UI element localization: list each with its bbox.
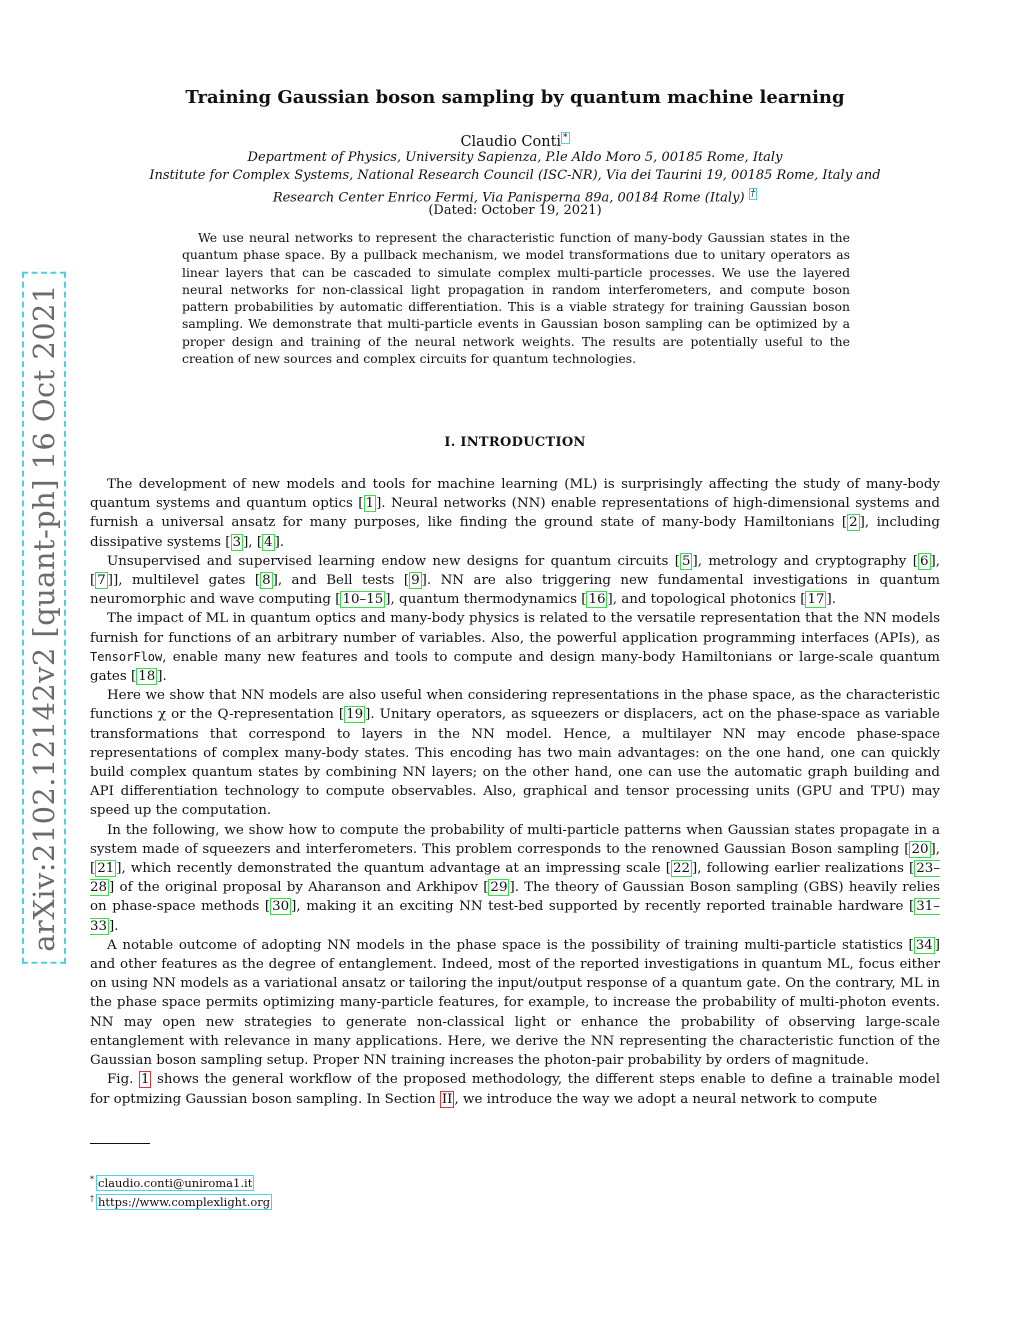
citation-link[interactable]: 8: [262, 573, 271, 589]
paragraph-text: , quantum thermodynamics: [390, 592, 582, 608]
paragraph-text: .: [831, 592, 836, 608]
code-term: TensorFlow: [90, 649, 163, 664]
paragraph-text: , and Bell tests: [277, 573, 404, 589]
citation-link[interactable]: 3: [232, 534, 242, 550]
affiliation-2-line-a: Institute for Complex Systems, National Research Council (ISC-NR), Via dei Taurini 19, 00185 Rome, Italy and: [149, 168, 881, 183]
paragraph-text: , making it an exciting NN test-bed supported by recently reported trainable hardware: [296, 899, 910, 915]
paragraph-text: , metrology and cryptography: [697, 553, 913, 569]
paragraph-text: ,: [248, 534, 257, 550]
citation-link[interactable]: 2: [849, 515, 858, 531]
paragraph: The development of new models and tools for machine learning (ML) is surprisingly affecting the study of many-body quantum systems and quantum optics [ 1 ]. Neural networks (NN) enable representations of high-dimensional systems and furnish a universal ansatz for many purposes, like finding the ground state of many-body Hamiltonians [ 2 ], including dissipative systems [ 3 ], [ 4 ].: [90, 477, 941, 550]
website-link[interactable]: https://www.complexlight.org: [98, 1194, 271, 1209]
paragraph-text: A notable outcome of adopting NN models in the phase space is the possibility of training multi-particle statistics: [107, 937, 909, 953]
paragraph: In the following, we show how to compute the probability of multi-particle patterns when Gaussian states propagate in a system made of squeezers and interferometers. This problem corresponds to the renowned Gaussian Boson sampling [ 20 ], [ 21 ], which recently demonstrated the quantum advantage at an impressing scale [ 22 ], following earlier realizations [ 23–28 ] of the original proposal by Aharanson and Arkhipov [ 29 ]. The theory of Gaussian Boson sampling (GBS) heavily relies on phase-space methods [ 30 ], making it an exciting NN test-bed supported by recently reported trainable hardware [ 31–33 ].: [90, 822, 941, 934]
cross-reference-link[interactable]: 1: [140, 1072, 150, 1088]
citation-link[interactable]: 34: [915, 937, 933, 953]
citation-link[interactable]: 21: [97, 861, 115, 877]
introduction-body: [90, 475, 940, 1109]
citation-link[interactable]: 17: [807, 592, 825, 608]
paragraph-text: In the following, we show how to compute the probability of multi-particle patterns when Gaussian states propagate in a system made of squeezers and interferometers. This problem corresponds to the renowned Gaussian Boson sampling: [90, 822, 940, 857]
footnote-mark: *: [90, 1175, 94, 1184]
paragraph: [90, 1070, 940, 1108]
arxiv-identifier-stamp[interactable]: arXiv:2102.12142v2 [quant-ph] 16 Oct 2021: [22, 272, 66, 964]
citation-link[interactable]: 31–33: [90, 899, 940, 934]
paragraph-text: .: [279, 534, 285, 550]
paragraph-text: . The theory of Gaussian Boson sampling (GBS) heavily relies on phase-space methods: [90, 880, 940, 915]
paragraph-text: .: [162, 669, 167, 685]
footnote-mark: †: [90, 1193, 94, 1203]
abstract: [182, 229, 850, 367]
paragraph-text: , enable many new features and tools to compute and design many-body Hamiltonians or large-scale quantum gates: [90, 649, 940, 685]
citation-link[interactable]: 10–15: [342, 592, 384, 608]
affiliation-1: Department of Physics, University Sapienza, P.le Aldo Moro 5, 00185 Rome, Italy: [247, 150, 783, 165]
affiliation-footnote-mark[interactable]: †: [750, 189, 756, 199]
paragraph-text: ], multilevel gates: [113, 573, 255, 589]
paragraph-text: . Neural networks (NN) enable representations of high-dimensional systems and furnish a universal ansatz for many purposes, like finding the ground state of many-body Hamiltonians: [90, 496, 941, 531]
paragraph-text: The development of new models and tools for machine learning (ML) is surprisingly affecting the study of many-body quantum systems and quantum optics: [90, 477, 940, 512]
author-footnote-mark[interactable]: *: [563, 133, 568, 143]
paper-title: Training Gaussian boson sampling by quantum machine learning: [185, 87, 845, 108]
section-heading-introduction: I. INTRODUCTION: [444, 435, 586, 450]
paragraph-text: Fig.: [107, 1072, 139, 1088]
citation-link[interactable]: 20: [911, 841, 929, 857]
paragraph-text: . Unitary operators, as squeezers or displacers, act on the phase-space as variable transformations that correspond to layers in the NN model. Hence, a multilayer NN may encode phase-space representations of complex many-body states. This encoding has two main advantages: on the one hand, one can quickly build complex quantum states by combining NN layers; on the other hand, one can use the automatic graph building and API differentiation technology to compute observables. Also, graphical and tensor processing units (GPU and TPU) may speed up the computation.: [90, 707, 940, 819]
paragraph-text: Here we show that NN models are also useful when considering representations in the phase space, as the characteristic functions χ or the Q-representation: [90, 688, 940, 723]
paragraph: Unsupervised and supervised learning endow new designs for quantum circuits [ 5 ], metrology and cryptography [ 6 ], [ 7 ]], multilevel gates [ 8 ], and Bell tests [ 9 ]. NN are also triggering new fundamental investigations in quantum neuromorphic and wave computing [ 10–15 ], quantum thermodynamics [ 16 ], and topological photonics [ 17 ].: [90, 553, 940, 608]
citation-link[interactable]: 22: [672, 861, 690, 877]
footnotes: [90, 1172, 690, 1210]
citation-link[interactable]: 16: [588, 592, 606, 608]
citation-link[interactable]: 30: [272, 899, 290, 915]
paragraph: The impact of ML in quantum optics and many-body physics is related to the versatile representation that the NN models furnish for functions of an arbitrary number of variables. Also, the powerful application programming interfaces (APIs), as TensorFlow, enable many new features and tools to compute and design many-body Hamiltonians or large-scale quantum gates [ 18 ].: [90, 611, 940, 685]
author-name: Claudio Conti: [460, 133, 562, 150]
paragraph-text: ,: [935, 841, 940, 857]
paragraph-text: , we introduce the way we adopt a neural network to compute: [454, 1091, 878, 1107]
citation-link[interactable]: 9: [411, 573, 420, 589]
paragraph-text: shows the general workflow of the proposed methodology, the different steps enable to define a trainable model for optmizing Gaussian boson sampling. In Section: [90, 1072, 940, 1107]
paragraph-text: The impact of ML in quantum optics and many-body physics is related to the versatile representation that the NN models furnish for functions of an arbitrary number of variables. Also, the powerful application programming interfaces (APIs), as: [90, 611, 940, 646]
footnote-divider: [90, 1143, 150, 1144]
citation-link[interactable]: 4: [264, 534, 273, 550]
paragraph-text: of the original proposal by Aharanson and Arkhipov: [114, 880, 484, 896]
abstract-text: We use neural networks to represent the characteristic function of many-body Gaussian states in the quantum phase space. By a pullback mechanism, we model transformations due to unitary operators as linear layers that can be cascaded to simulate complex multi-particle processes. We use the layered neural networks for non-classical light propagation in random interferometers, and compute boson pattern probabilities by automatic differentiation. This is a viable strategy for training Gaussian boson sampling. We demonstrate that multi-particle events in Gaussian boson sampling can be optimized by a proper design and training of the neural network weights. The results are potentially useful to the creation of new sources and complex circuits for quantum technologies.: [182, 230, 850, 367]
citation-link[interactable]: 23–28: [90, 861, 941, 896]
paragraph-text: , following earlier realizations: [697, 861, 910, 877]
date-line: (Dated: October 19, 2021): [428, 203, 602, 218]
paragraph: A notable outcome of adopting NN models in the phase space is the possibility of training multi-particle statistics [ 34 ] and other features as the degree of entanglement. Indeed, most of the reported investigations in quantum ML, focus either on using NN models as a variational ansatz or tailoring the input/output response of a quantum gate. On the contrary, ML in the phase space permits optimizing many-particle features, for example, to increase the probability of multi-photon events. NN may open new strategies to generate non-classical light or enhance the probability of observing large-scale entanglement with relevance in many applications. Here, we derive the NN representing the characteristic function of the Gaussian boson sampling setup. Proper NN training increases the photon-pair probability by orders of magnitude.: [90, 937, 940, 1069]
paragraph-text: Unsupervised and supervised learning endow new designs for quantum circuits: [107, 553, 675, 569]
footnote-email: [90, 1172, 690, 1191]
citation-link[interactable]: 7: [97, 573, 106, 589]
paragraph-text: . NN are also triggering new fundamental investigations in quantum neuromorphic and wave computing: [90, 573, 940, 608]
paragraph-text: ,: [935, 553, 940, 569]
paragraph-text: , including dissipative systems: [90, 515, 940, 550]
footnote-website: [90, 1191, 690, 1210]
paragraph-text: .: [114, 918, 119, 934]
citation-link[interactable]: 1: [365, 496, 375, 512]
affiliation-2-line-b: Research Center Enrico Fermi, Via Panisperna 89a, 00184 Rome (Italy): [272, 190, 749, 206]
citation-link[interactable]: 18: [138, 669, 156, 685]
cross-reference-link[interactable]: II: [441, 1091, 453, 1107]
paragraph-text: , and topological photonics: [612, 592, 801, 608]
citation-link[interactable]: 29: [490, 880, 508, 896]
citation-link[interactable]: 6: [919, 553, 929, 569]
paragraph-text: and other features as the degree of entanglement. Indeed, most of the reported investigations in quantum ML, focus either on using NN models as a variational ansatz or tailoring the input/output response of a quantum gate. On the contrary, ML in the phase space permits optimizing many-particle features, for example, to increase the probability of multi-photon events. NN may open new strategies to generate non-classical light or enhance the probability of observing large-scale entanglement with relevance in many applications. Here, we derive the NN representing the characteristic function of the Gaussian boson sampling setup. Proper NN training increases the photon-pair probability by orders of magnitude.: [90, 957, 940, 1069]
citation-link[interactable]: 5: [681, 553, 691, 569]
paragraph-text: , which recently demonstrated the quantum advantage at an impressing scale: [121, 861, 666, 877]
citation-link[interactable]: 19: [346, 707, 364, 723]
paragraph: Here we show that NN models are also useful when considering representations in the phase space, as the characteristic functions χ or the Q-representation [ 19 ]. Unitary operators, as squeezers or displacers, act on the phase-space as variable transformations that correspond to layers in the NN model. Hence, a multilayer NN may encode phase-space representations of complex many-body states. This encoding has two main advantages: on the one hand, one can quickly build complex quantum states by combining NN layers; on the other hand, one can use the automatic graph building and API differentiation technology to compute observables. Also, graphical and tensor processing units (GPU and TPU) may speed up the computation.: [90, 688, 940, 819]
email-link[interactable]: claudio.conti@uniroma1.it: [98, 1175, 253, 1190]
